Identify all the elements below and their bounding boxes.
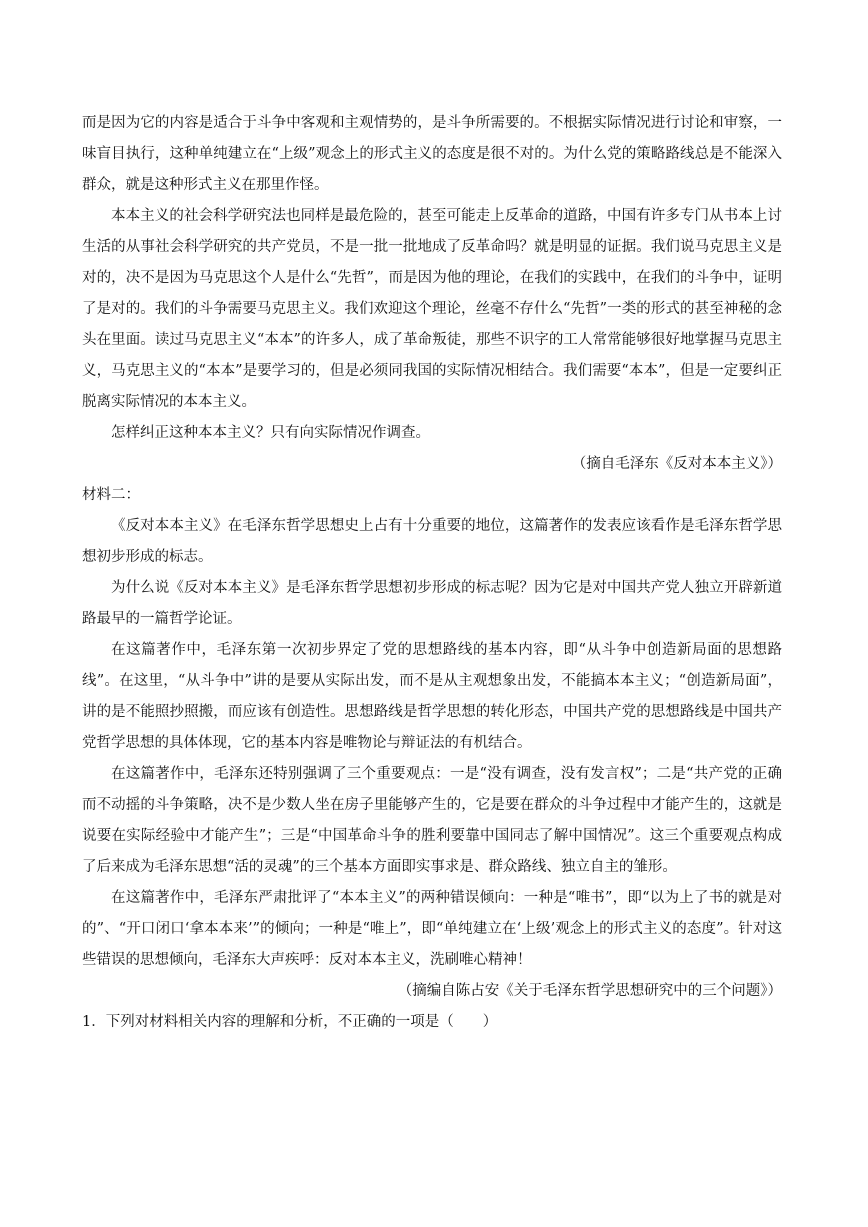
paragraph-how-to-correct: 怎样纠正这种本本主义？只有向实际情况作调查。 — [111, 425, 430, 441]
source-citation-1: （摘自毛泽东《反对本本主义》） — [571, 456, 782, 472]
paragraph-status: 《反对本本主义》在毛泽东哲学思想史上占有十分重要的地位，这篇著作的发表应该看作是毛泽东哲学思想初步形成的标志。 — [82, 518, 782, 565]
question-1: 1．下列对材料相关内容的理解和分析，不正确的一项是（ ） — [82, 1014, 498, 1030]
paragraph-three-viewpoints: 在这篇著作中，毛泽东还特别强调了三个重要观点：一是“没有调查，没有发言权”；二是“共产党的正确而不动摇的斗争策略，决不是少数人坐在房子里能够产生的，它是要在群众的斗争过程中才能产生的，这就是说要在实际经验中才能产生”；三是“中国革命斗争的胜利要靠中国同志了解中国情况”。这三个重要观点构成了后来成为毛泽东思想“活的灵魂”的三个基本方面即实事求是、群众路线、独立自主的雏形。 — [82, 766, 782, 875]
paragraph-ideological-line: 在这篇著作中，毛泽东第一次初步界定了党的思想路线的基本内容，即“从斗争中创造新局面的思想路线”。在这里，“从斗争中”讲的是要从实际出发，而不是从主观想象出发，不能搞本本主义；“创造新局面”，讲的是不能照抄照搬，而应该有创造性。思想路线是哲学思想的转化形态，中国共产党的思想路线是中国共产党哲学思想的具体体现，它的基本内容是唯物论与辩证法的有机结合。 — [82, 642, 782, 751]
paragraph-two-errors: 在这篇著作中，毛泽东严肃批评了“本本主义”的两种错误倾向：一种是“唯书”，即“以为上了书的就是对的”、“开口闭口‘拿本本来’”的倾向；一种是“唯上”，即“单纯建立在‘上级’观念上的形式主义的态度”。针对这些错误的思想倾向，毛泽东大声疾呼：反对本本主义，洗刷唯心精神！ — [82, 890, 782, 968]
source-citation-2: （摘编自陈占安《关于毛泽东哲学思想研究中的三个问题》） — [397, 983, 782, 999]
paragraph-bookism-method: 本本主义的社会科学研究法也同样是最危险的，甚至可能走上反革命的道路，中国有许多专门从书本上讨生活的从事社会科学研究的共产党员，不是一批一批地成了反革命吗？就是明显的证据。我们说马克思主义是对的，决不是因为马克思这个人是什么“先哲”，而是因为他的理论，在我们的实践中，在我们的斗争中，证明了是对的。我们的斗争需要马克思主义。我们欢迎这个理论，丝毫不存什么“先哲”一类的形式的甚至神秘的念头在里面。读过马克思主义“本本”的许多人，成了革命叛徒，那些不识字的工人常常能够很好地掌握马克思主义，马克思主义的“本本”是要学习的，但是必须同我国的实际情况相结合。我们需要“本本”，但是一定要纠正脱离实际情况的本本主义。 — [82, 208, 782, 410]
paragraph-continuation: 而是因为它的内容是适合于斗争中客观和主观情势的，是斗争所需要的。不根据实际情况进行讨论和审察，一味盲目执行，这种单纯建立在“上级”观念上的形式主义的态度是很不对的。为什么党的策略路线总是不能深入群众，就是这种形式主义在那里作怪。 — [82, 115, 782, 193]
paragraph-why-marker: 为什么说《反对本本主义》是毛泽东哲学思想初步形成的标志呢？因为它是对中国共产党人独立开辟新道路最早的一篇哲学论证。 — [82, 580, 782, 627]
material-2-heading: 材料二： — [82, 487, 140, 503]
document-body — [82, 108, 782, 1038]
